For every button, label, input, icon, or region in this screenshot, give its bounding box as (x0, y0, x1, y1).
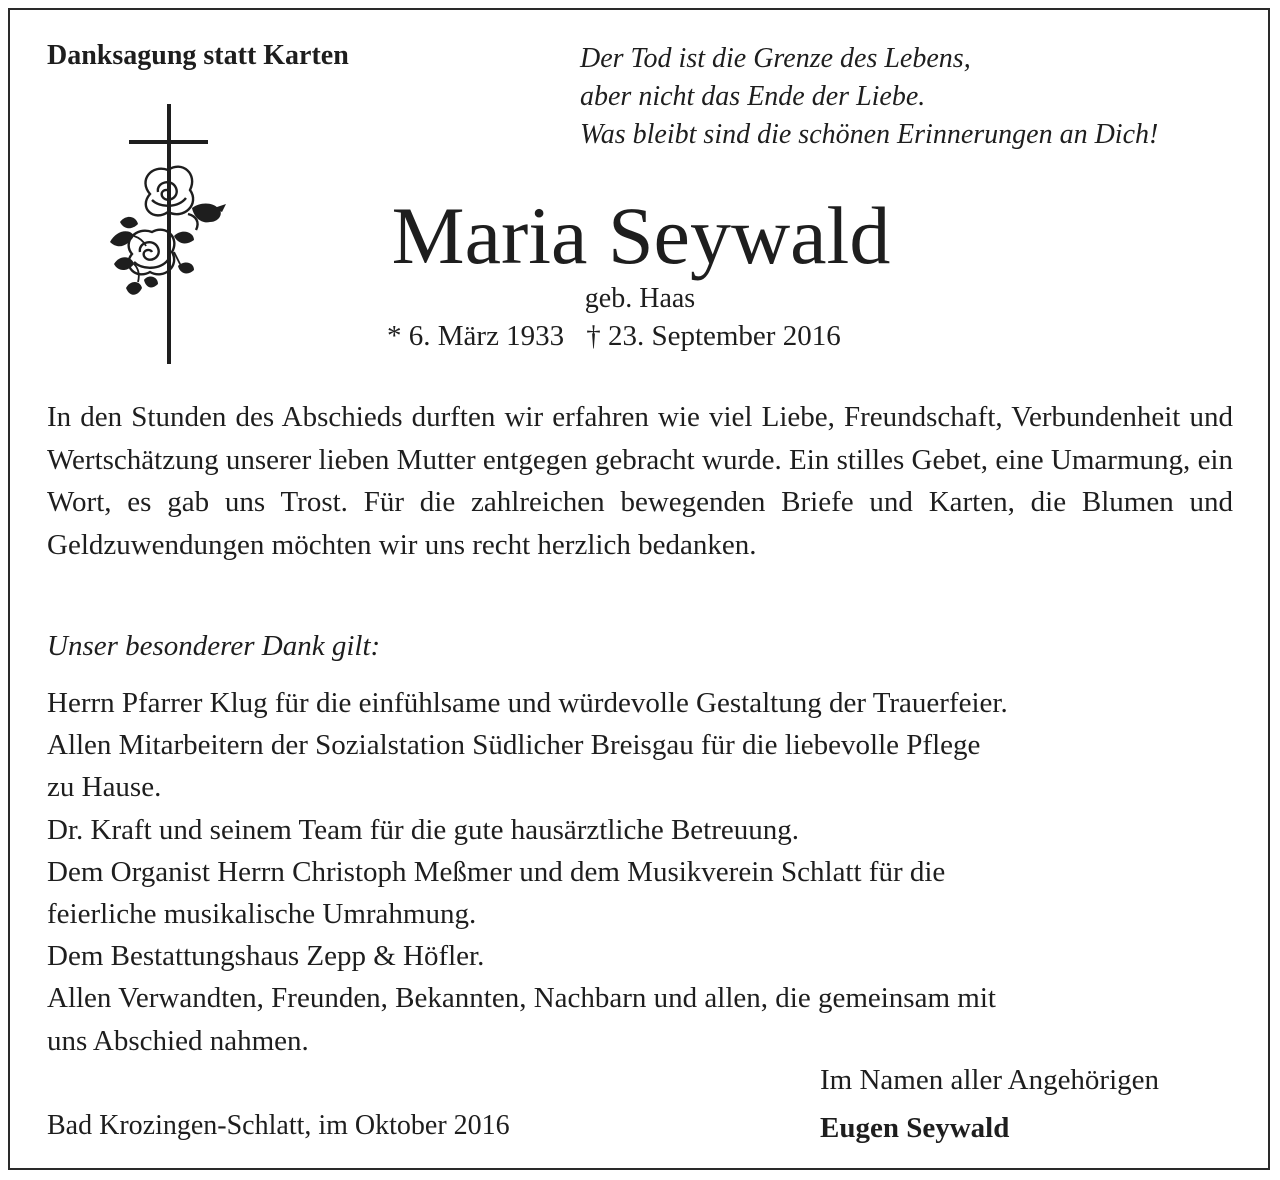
deceased-name-text: Maria Seywald (391, 190, 891, 281)
motto-line: Was bleibt sind die schönen Erinnerungen an Dich! (580, 119, 1159, 150)
thanks-line: zu Hause. (47, 771, 162, 804)
death-date: † 23. September 2016 (586, 320, 841, 352)
thanks-line: Dem Bestattungshaus Zepp & Höfler. (47, 940, 485, 973)
thanks-list (47, 682, 1237, 1062)
thanks-line: Allen Mitarbeitern der Sozialstation Südlicher Breisgau für die liebevolle Pflege (47, 729, 981, 762)
motto-line: aber nicht das Ende der Liebe. (580, 81, 926, 112)
birth-name: geb. Haas (584, 283, 696, 314)
signatory-name: Eugen Seywald (820, 1112, 1010, 1144)
thanks-line: Dem Organist Herrn Christoph Meßmer und dem Musikverein Schlatt für die (47, 855, 946, 888)
birth-date: * 6. März 1933 (387, 320, 565, 352)
thanks-line: uns Abschied nahmen. (47, 1024, 309, 1057)
life-dates (387, 320, 841, 353)
place-date: Bad Krozingen-Schlatt, im Oktober 2016 (47, 1110, 510, 1141)
thanks-line: Dr. Kraft und seinem Team für die gute hausärztliche Betreuung. (47, 813, 799, 846)
motto-verse (580, 40, 1158, 154)
thanks-line: Allen Verwandten, Freunden, Bekannten, Nachbarn und allen, die gemeinsam mit (47, 982, 996, 1015)
thanks-line: feierliche musikalische Umrahmung. (47, 898, 477, 931)
motto-line: Der Tod ist die Grenze des Lebens, (580, 43, 971, 74)
deceased-name (0, 188, 1280, 284)
on-behalf-line: Im Namen aller Angehörigen (820, 1064, 1160, 1096)
thanks-line: Herrn Pfarrer Klug für die einfühlsame und würdevolle Gestaltung der Trauerfeier. (47, 687, 1008, 719)
thanks-heading: Unser besonderer Dank gilt: (47, 630, 381, 662)
notice-heading: Danksagung statt Karten (47, 40, 349, 71)
intro-paragraph: In den Stunden des Abschieds durften wir erfahren wie viel Liebe, Freundschaft, Verbundenheit und Wertschätzung unserer lieben Mutter entgegen gebracht wurde. Ein stilles Gebet, eine Umarmung, ein Wort, es gab uns Trost. Für die zahlreichen bewegenden Briefe und Karten, die Blumen und Geldzuwendungen möchten wir uns recht herzlich bedanken. (47, 401, 1233, 561)
